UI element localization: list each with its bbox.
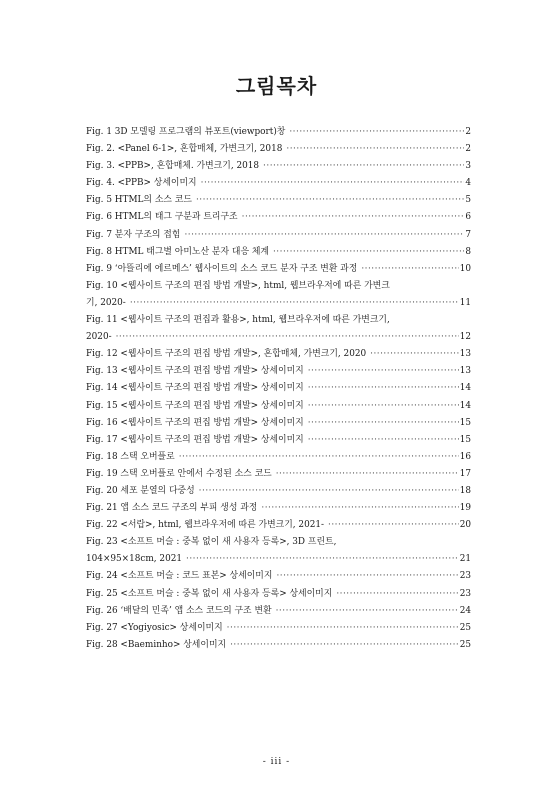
toc-entry-line	[86, 398, 471, 415]
toc-entry-page: 11	[459, 297, 471, 308]
toc-entry	[86, 363, 471, 380]
toc-entry-title: Fig. 21 앱 소스 코드 구조의 부피 생성 과정	[86, 503, 258, 514]
toc-entry-title: Fig. 17 <웹사이트 구조의 편집 방법 개발> 상세이미지	[86, 434, 304, 445]
toc-entry-line	[86, 363, 471, 380]
dot-leader	[130, 295, 459, 312]
toc-entry	[86, 192, 471, 209]
dot-leader	[336, 586, 458, 603]
toc-entry-title-continued: 기, 2020-	[86, 297, 126, 308]
toc-entry-line	[86, 568, 471, 585]
dot-leader	[230, 637, 459, 654]
dot-leader	[184, 227, 464, 244]
toc-entry-title: Fig. 26 ‘배달의 민족’ 앱 소스 코드의 구조 변환	[86, 605, 272, 616]
toc-entry-title: Fig. 6 HTML의 태그 구분과 트리구조	[86, 212, 238, 223]
toc-entry-page: 17	[459, 468, 471, 479]
toc-entry	[86, 227, 471, 244]
toc-entry-page: 25	[459, 639, 471, 650]
dot-leader	[227, 620, 459, 637]
dot-leader	[196, 192, 464, 209]
toc-entry	[86, 141, 471, 158]
toc-entry-title-continued: 104×95×18cm, 2021	[86, 554, 183, 565]
toc-entry	[86, 534, 471, 568]
dot-leader	[179, 449, 459, 466]
dot-leader	[308, 398, 459, 415]
toc-entry-page: 18	[459, 485, 471, 496]
toc-entry-line	[86, 141, 471, 158]
toc-entry-page: 23	[459, 588, 471, 599]
toc-entry-line	[86, 603, 471, 620]
toc-entry-page: 19	[459, 503, 471, 514]
toc-entry-line	[86, 312, 471, 329]
dot-leader	[116, 329, 459, 346]
toc-entry-page: 2	[465, 144, 471, 155]
toc-entry-page: 6	[465, 212, 471, 223]
toc-entry-line	[86, 483, 471, 500]
toc-entry-title: Fig. 5 HTML의 소스 코드	[86, 195, 192, 206]
toc-entry-line	[86, 209, 471, 226]
toc-entry-line	[86, 175, 471, 192]
toc-entry-page: 21	[459, 554, 471, 565]
toc-entry	[86, 175, 471, 192]
dot-leader	[261, 500, 458, 517]
toc-entry-line	[86, 192, 471, 209]
dot-leader	[308, 363, 459, 380]
toc-entry-page: 3	[465, 161, 471, 172]
toc-entry-title: Fig. 19 스택 오버플로 안에서 수정된 소스 코드	[86, 468, 272, 479]
toc-entry-title: Fig. 9 ‘아뜰리에 에르메스’ 웹사이트의 소스 코드 분자 구조 변환 과정	[86, 263, 358, 274]
toc-entry-line	[86, 295, 471, 312]
toc-entry	[86, 568, 471, 585]
toc-entry-line	[86, 278, 471, 295]
toc-entry-page: 12	[459, 332, 471, 343]
toc-entry-page: 14	[459, 400, 471, 411]
dot-leader	[289, 124, 464, 141]
toc-entry-line	[86, 329, 471, 346]
toc-entry-title: Fig. 7 분자 구조의 접힘	[86, 229, 181, 240]
toc-entry-line	[86, 158, 471, 175]
toc-entry-line	[86, 244, 471, 261]
toc-entry-line	[86, 346, 471, 363]
toc-entry-title: Fig. 18 스택 오버플로	[86, 451, 175, 462]
toc-entry-title: Fig. 23 <소프트 머슬 : 중복 없이 새 사용자 등록>, 3D 프린트,	[86, 537, 337, 548]
toc-entry-title: Fig. 22 <서랍>, html, 웹브라우저에 따른 가변크기, 2021-	[86, 520, 325, 531]
toc-entry-line	[86, 586, 471, 603]
toc-entry-line	[86, 637, 471, 654]
toc-entry	[86, 124, 471, 141]
toc-entry	[86, 586, 471, 603]
toc-entry	[86, 346, 471, 363]
toc-entry	[86, 158, 471, 175]
toc-entry-page: 16	[459, 451, 471, 462]
toc-entry-page: 2	[465, 127, 471, 137]
toc-entry-page: 13	[459, 349, 471, 360]
toc-entry	[86, 312, 471, 346]
toc-entry-line	[86, 261, 471, 278]
toc-entry-title: Fig. 27 <Yogiyosic> 상세이미지	[86, 622, 223, 633]
toc-entry-page: 24	[459, 605, 471, 616]
toc-entry-line	[86, 432, 471, 449]
toc-entry-page: 7	[465, 229, 471, 240]
toc-entry	[86, 244, 471, 261]
toc-entry-title: Fig. 10 <웹사이트 구조의 편집 방법 개발>, html, 웹브라우저에 따른 가변크	[86, 280, 390, 291]
toc-entry	[86, 637, 471, 654]
toc-entry-page: 10	[459, 263, 471, 274]
toc-entry-line	[86, 449, 471, 466]
dot-leader	[273, 244, 464, 261]
toc-entry-line	[86, 620, 471, 637]
dot-leader	[242, 209, 465, 226]
toc-entry-page: 14	[459, 383, 471, 394]
list-of-figures	[86, 124, 471, 654]
dot-leader	[361, 261, 458, 278]
toc-entry-page: 23	[459, 571, 471, 582]
toc-entry-title: Fig. 8 HTML 태그별 아미노산 분자 대응 체계	[86, 246, 269, 257]
toc-entry	[86, 466, 471, 483]
toc-entry-page: 15	[459, 417, 471, 428]
toc-entry	[86, 603, 471, 620]
toc-entry-title: Fig. 3. <PPB>, 혼합매체. 가변크기, 2018	[86, 161, 260, 172]
dot-leader	[199, 483, 459, 500]
dot-leader	[370, 346, 459, 363]
dot-leader	[276, 603, 459, 620]
toc-entry	[86, 398, 471, 415]
page-number: - iii -	[262, 757, 291, 767]
toc-entry-line	[86, 500, 471, 517]
toc-entry	[86, 278, 471, 312]
dot-leader	[286, 141, 464, 158]
toc-entry-page: 13	[459, 366, 471, 377]
toc-entry-title: Fig. 24 <소프트 머슬 : 코드 표본> 상세이미지	[86, 571, 273, 582]
dot-leader	[308, 380, 459, 397]
toc-entry	[86, 517, 471, 534]
toc-entry-page: 20	[459, 520, 471, 531]
toc-entry	[86, 483, 471, 500]
page-title: 그림목차	[235, 74, 318, 98]
dot-leader	[263, 158, 464, 175]
toc-entry-line	[86, 124, 471, 141]
toc-entry-title: Fig. 20 세포 분열의 다중성	[86, 485, 195, 496]
toc-entry-line	[86, 380, 471, 397]
toc-entry-line	[86, 227, 471, 244]
dot-leader	[186, 551, 459, 568]
toc-entry-page: 8	[465, 246, 471, 257]
toc-entry	[86, 209, 471, 226]
dot-leader	[276, 568, 458, 585]
toc-entry	[86, 380, 471, 397]
toc-entry-title: Fig. 14 <웹사이트 구조의 편집 방법 개발> 상세이미지	[86, 383, 304, 394]
toc-entry-title-continued: 2020-	[86, 332, 112, 343]
toc-entry-line	[86, 466, 471, 483]
toc-entry-page: 4	[465, 178, 471, 189]
dot-leader	[276, 466, 459, 483]
toc-entry	[86, 620, 471, 637]
toc-entry	[86, 415, 471, 432]
dot-leader	[308, 432, 459, 449]
toc-entry-title: Fig. 28 <Baeminho> 상세이미지	[86, 639, 227, 650]
toc-entry-line	[86, 517, 471, 534]
toc-entry-title: Fig. 16 <웹사이트 구조의 편집 방법 개발> 상세이미지	[86, 417, 304, 428]
dot-leader	[328, 517, 459, 534]
toc-entry	[86, 261, 471, 278]
toc-entry-page: 15	[459, 434, 471, 445]
toc-entry-page: 5	[465, 195, 471, 206]
toc-entry-title: Fig. 12 <웹사이트 구조의 편집 방법 개발>, 혼합매체, 가변크기, 2020	[86, 349, 367, 360]
dot-leader	[201, 175, 465, 192]
toc-entry-line	[86, 551, 471, 568]
toc-entry-title: Fig. 1 3D 모델링 프로그램의 뷰포트(viewport)창	[86, 127, 286, 137]
dot-leader	[308, 415, 459, 432]
toc-entry	[86, 449, 471, 466]
toc-entry	[86, 432, 471, 449]
toc-entry-title: Fig. 4. <PPB> 상세이미지	[86, 178, 197, 189]
toc-entry-title: Fig. 25 <소프트 머슬 : 중복 없이 새 사용자 등록> 상세이미지	[86, 588, 333, 599]
toc-entry-line	[86, 534, 471, 551]
toc-entry-title: Fig. 11 <웹사이트 구조의 편집과 활용>, html, 웹브라우저에 따른 가변크기,	[86, 315, 390, 326]
toc-entry-line	[86, 415, 471, 432]
toc-entry-title: Fig. 15 <웹사이트 구조의 편집 방법 개발> 상세이미지	[86, 400, 304, 411]
toc-entry-title: Fig. 13 <웹사이트 구조의 편집 방법 개발> 상세이미지	[86, 366, 304, 377]
toc-entry	[86, 500, 471, 517]
toc-entry-page: 25	[459, 622, 471, 633]
toc-entry-title: Fig. 2. <Panel 6-1>, 혼합매체, 가변크기, 2018	[86, 144, 283, 155]
